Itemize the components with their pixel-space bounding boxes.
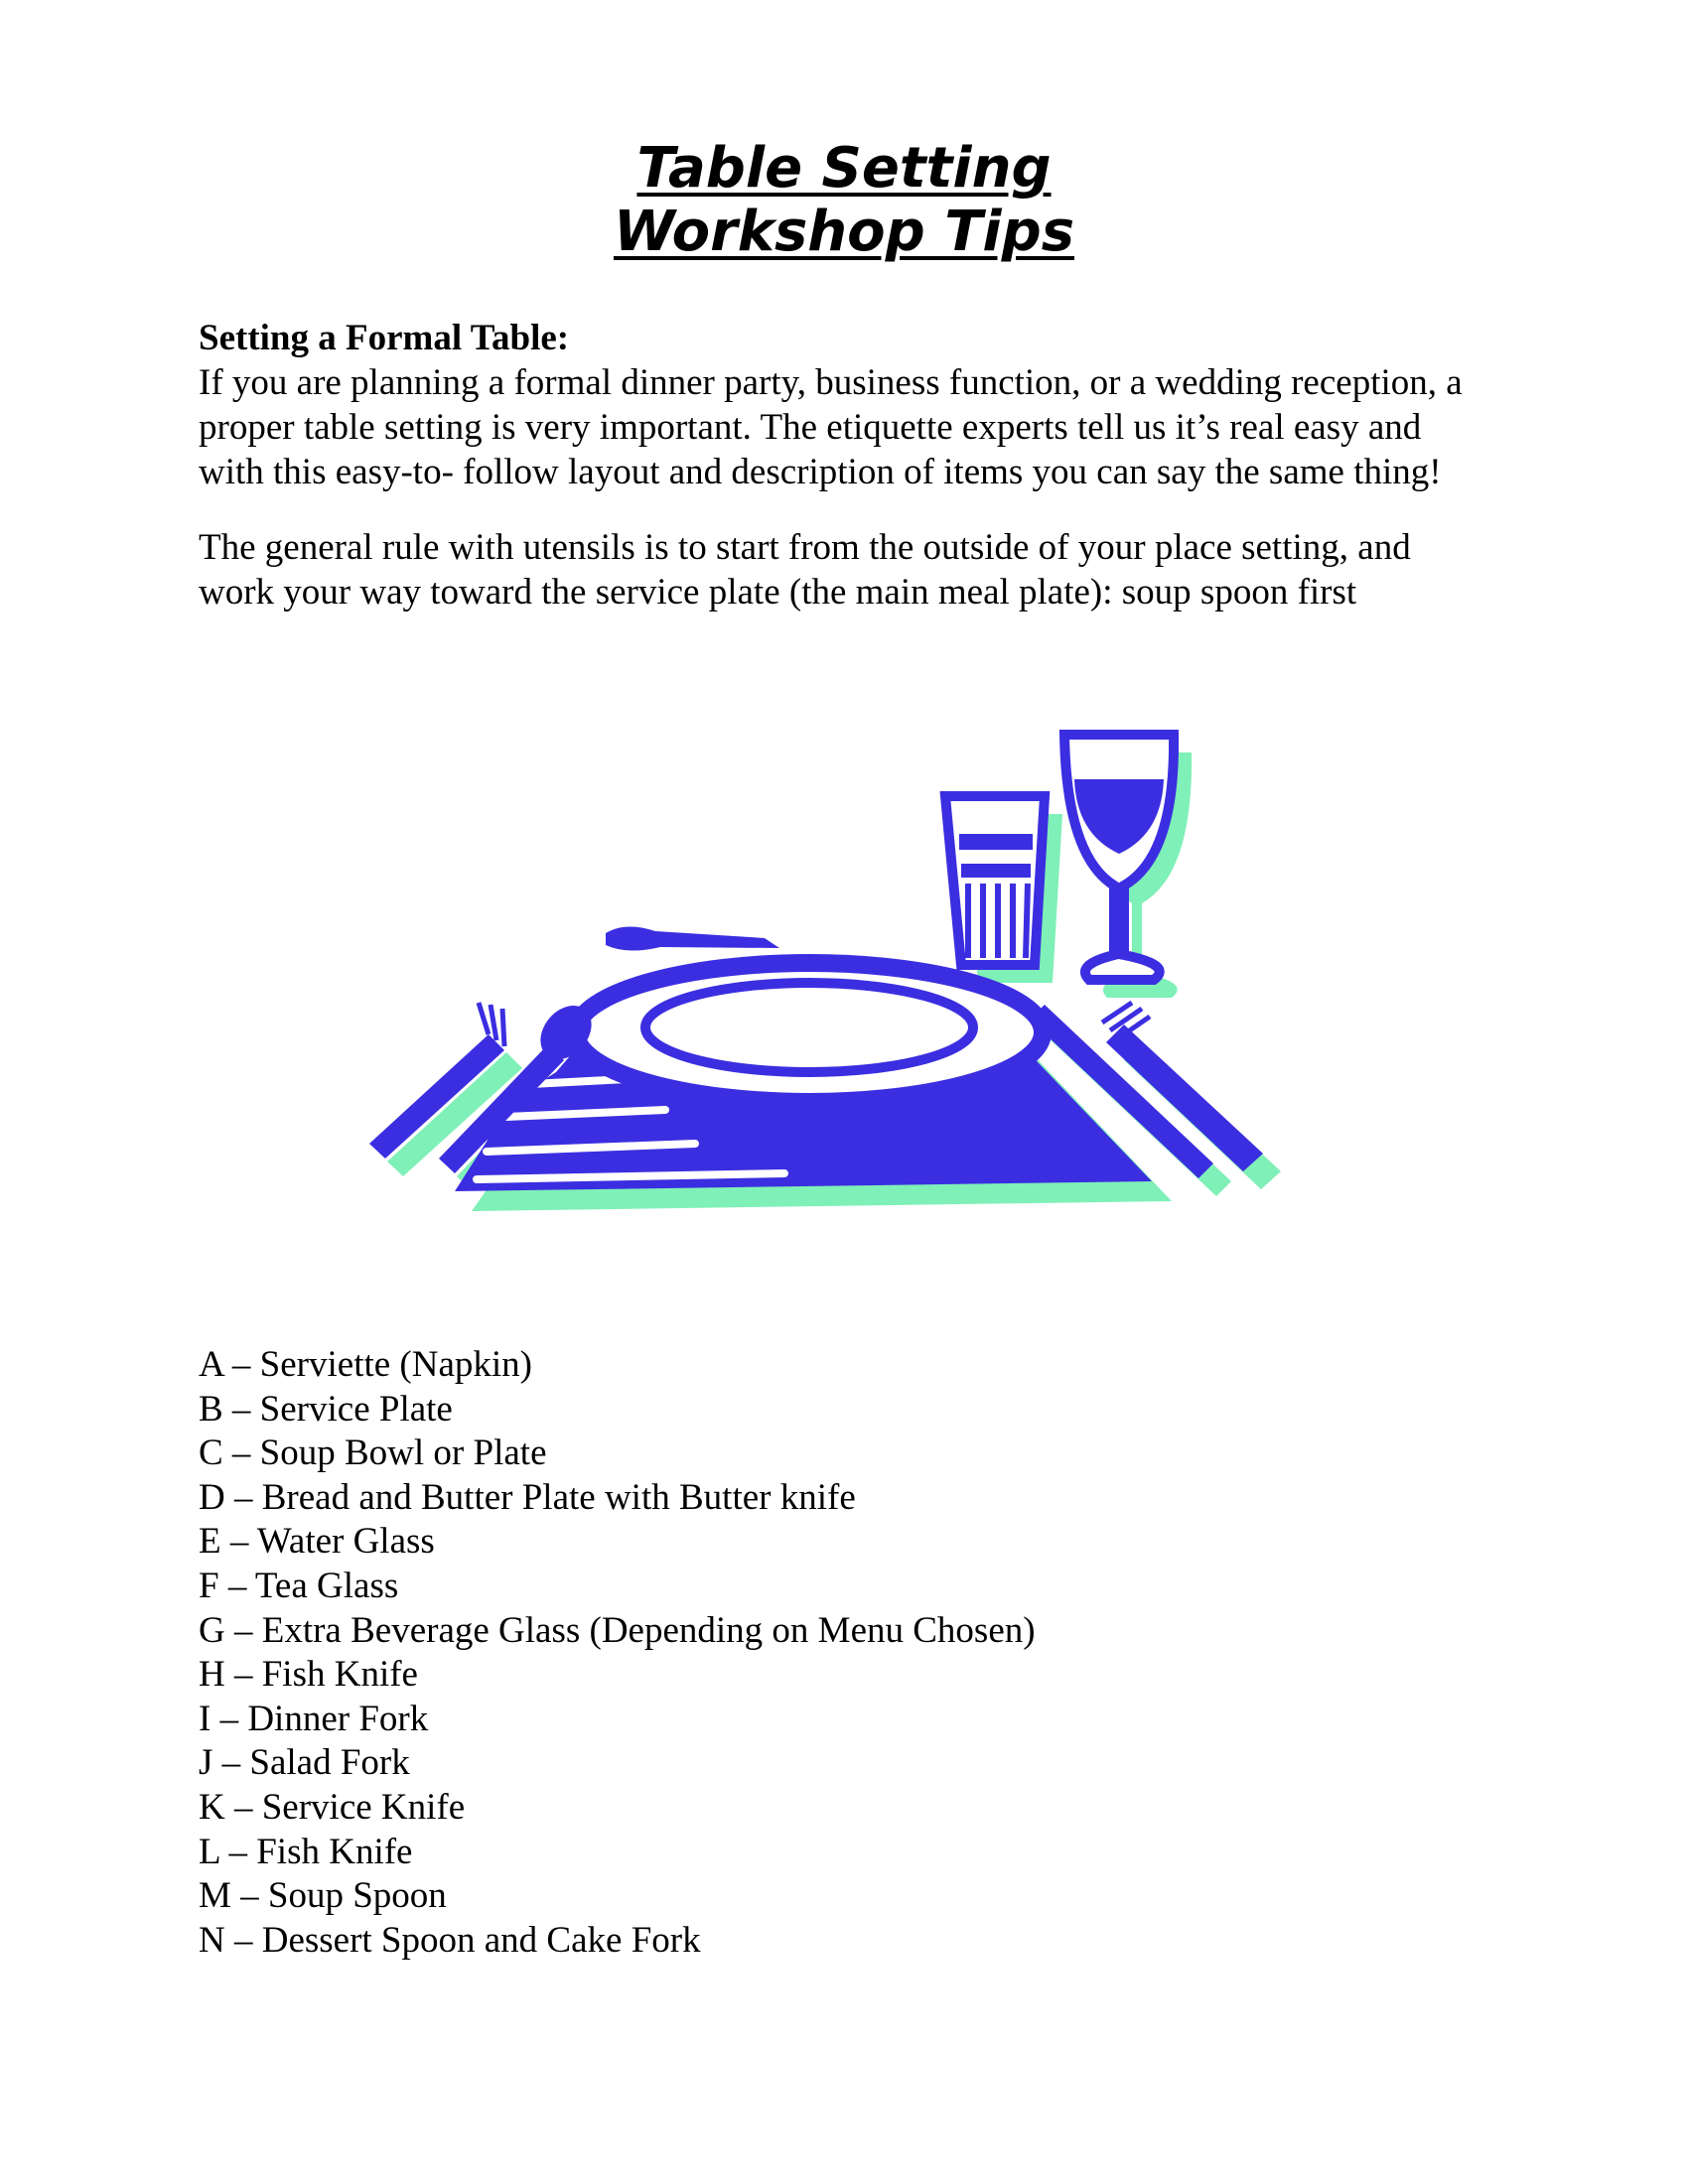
legend-item: C – Soup Bowl or Plate [199, 1433, 547, 1474]
page-title [0, 137, 1688, 264]
title-line-2: Workshop Tips [613, 200, 1075, 264]
setting-legend-list [199, 1343, 1036, 1963]
title-line-1: Table Setting [636, 136, 1052, 201]
legend-item: D – Bread and Butter Plate with Butter knife [199, 1476, 856, 1518]
legend-item: A – Serviette (Napkin) [199, 1344, 532, 1385]
legend-item: E – Water Glass [199, 1521, 435, 1563]
legend-item: B – Service Plate [199, 1388, 453, 1430]
intro-section [199, 316, 1489, 613]
legend-item: N – Dessert Spoon and Cake Fork [199, 1919, 701, 1961]
illustration-main [369, 735, 1263, 1191]
legend-item: H – Fish Knife [199, 1654, 418, 1696]
utensil-rule-paragraph: The general rule with utensils is to start from the outside of your place setting, and work your way toward the service plate (the main meal plate): soup spoon first [199, 527, 1411, 613]
legend-item: F – Tea Glass [199, 1565, 399, 1606]
intro-paragraph: If you are planning a formal dinner party, business function, or a wedding reception, a proper table setting is very important. The etiquette experts tell us it’s real easy and with this easy-to- follow layout and description of items you can say the same thing! [199, 362, 1463, 492]
legend-item: I – Dinner Fork [199, 1698, 429, 1739]
section-heading: Setting a Formal Table: [199, 318, 570, 358]
legend-item: J – Salad Fork [199, 1742, 410, 1784]
table-setting-illustration [367, 735, 1281, 1231]
legend-item: M – Soup Spoon [199, 1875, 447, 1917]
legend-item: L – Fish Knife [199, 1831, 413, 1872]
legend-item: K – Service Knife [199, 1786, 466, 1828]
legend-item: G – Extra Beverage Glass (Depending on Menu Chosen) [199, 1609, 1036, 1651]
dessert-spoon-shape [606, 926, 779, 950]
